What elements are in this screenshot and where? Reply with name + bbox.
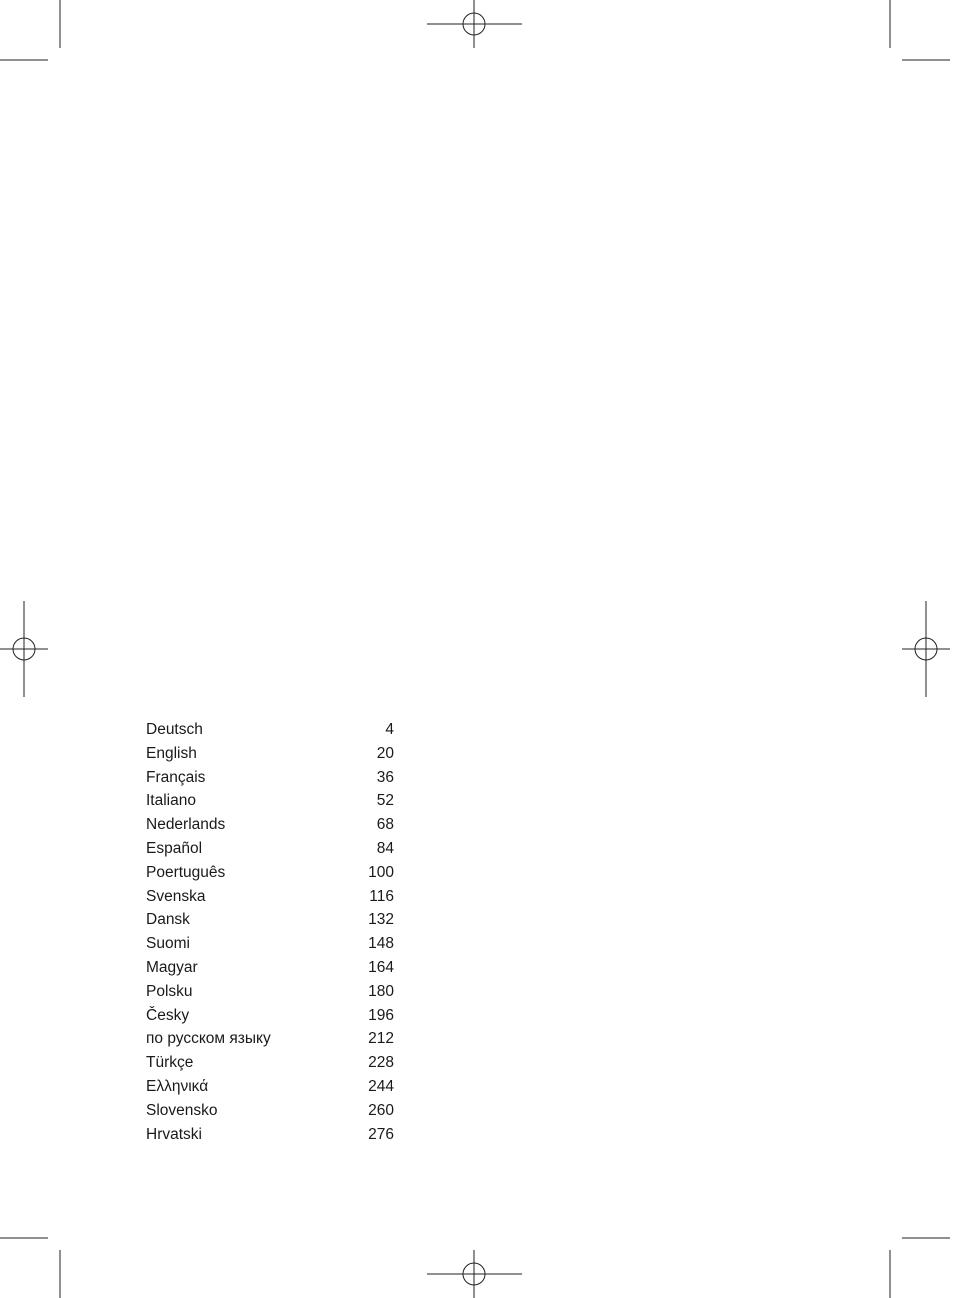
registration-target-icon xyxy=(427,0,522,48)
toc-page-number: 180 xyxy=(368,982,394,1000)
toc-language: Ελληνικά xyxy=(146,1077,209,1095)
registration-target-icon xyxy=(427,1250,522,1298)
toc-entry[interactable] xyxy=(146,1051,394,1075)
toc-entry[interactable] xyxy=(146,1004,394,1028)
toc-language: Español xyxy=(146,839,203,857)
toc-language: Polsku xyxy=(146,982,193,1000)
toc-entry[interactable] xyxy=(146,718,394,742)
toc-entry[interactable] xyxy=(146,1027,394,1051)
crop-mark-top-left xyxy=(0,0,60,60)
toc-entry[interactable] xyxy=(146,885,394,909)
toc-page-number: 116 xyxy=(369,887,394,905)
toc-entry[interactable] xyxy=(146,813,394,837)
registration-target-icon xyxy=(0,601,48,697)
crop-mark-bottom-left xyxy=(0,1238,60,1298)
crop-mark-top-right xyxy=(890,0,950,60)
toc-page-number: 4 xyxy=(385,721,394,738)
toc-language: Türkçe xyxy=(146,1054,194,1072)
toc-page-number: 52 xyxy=(376,792,394,810)
toc-entry[interactable] xyxy=(146,932,394,956)
toc-language: Magyar xyxy=(146,958,198,976)
toc-language: Česky xyxy=(146,1006,190,1024)
toc-page-number: 20 xyxy=(376,744,394,762)
toc-language: Hrvatski xyxy=(146,1125,202,1143)
toc-language: Français xyxy=(146,768,206,786)
registration-target-icon xyxy=(902,601,950,697)
toc-entry[interactable] xyxy=(146,766,394,790)
toc-language: Suomi xyxy=(146,935,190,953)
toc-entry[interactable] xyxy=(146,861,394,885)
toc-page-number: 100 xyxy=(368,863,394,881)
toc-page-number: 148 xyxy=(368,935,394,953)
toc-language: Dansk xyxy=(146,911,190,929)
toc-page-number: 132 xyxy=(368,911,394,929)
toc-entry[interactable] xyxy=(146,908,394,932)
toc-language: Nederlands xyxy=(146,816,226,834)
toc-language: Poertuguês xyxy=(146,863,226,881)
toc-page-number: 68 xyxy=(376,816,394,834)
toc-language: English xyxy=(146,744,197,762)
toc-language: Italiano xyxy=(146,792,196,810)
toc-page-number: 84 xyxy=(376,839,394,857)
toc-language: Svenska xyxy=(146,887,206,905)
toc-page-number: 276 xyxy=(368,1125,394,1143)
toc-page-number: 212 xyxy=(368,1030,394,1048)
crop-mark-bottom-right xyxy=(890,1238,950,1298)
toc-entry[interactable] xyxy=(146,956,394,980)
toc-entry[interactable] xyxy=(146,1123,394,1147)
toc-page-number: 260 xyxy=(368,1101,394,1119)
toc-language: Deutsch xyxy=(146,721,203,738)
toc-language: Slovensko xyxy=(146,1101,218,1119)
table-of-contents xyxy=(146,718,394,1146)
toc-page-number: 228 xyxy=(368,1054,394,1072)
toc-entry[interactable] xyxy=(146,837,394,861)
toc-entry[interactable] xyxy=(146,1099,394,1123)
toc-entry[interactable] xyxy=(146,1075,394,1099)
toc-page-number: 244 xyxy=(368,1077,394,1095)
toc-entry[interactable] xyxy=(146,980,394,1004)
toc-page-number: 164 xyxy=(368,958,394,976)
toc-entry[interactable] xyxy=(146,742,394,766)
toc-language: по русском языку xyxy=(146,1030,271,1048)
toc-entry[interactable] xyxy=(146,789,394,813)
toc-page-number: 196 xyxy=(368,1006,394,1024)
toc-page-number: 36 xyxy=(376,768,394,786)
